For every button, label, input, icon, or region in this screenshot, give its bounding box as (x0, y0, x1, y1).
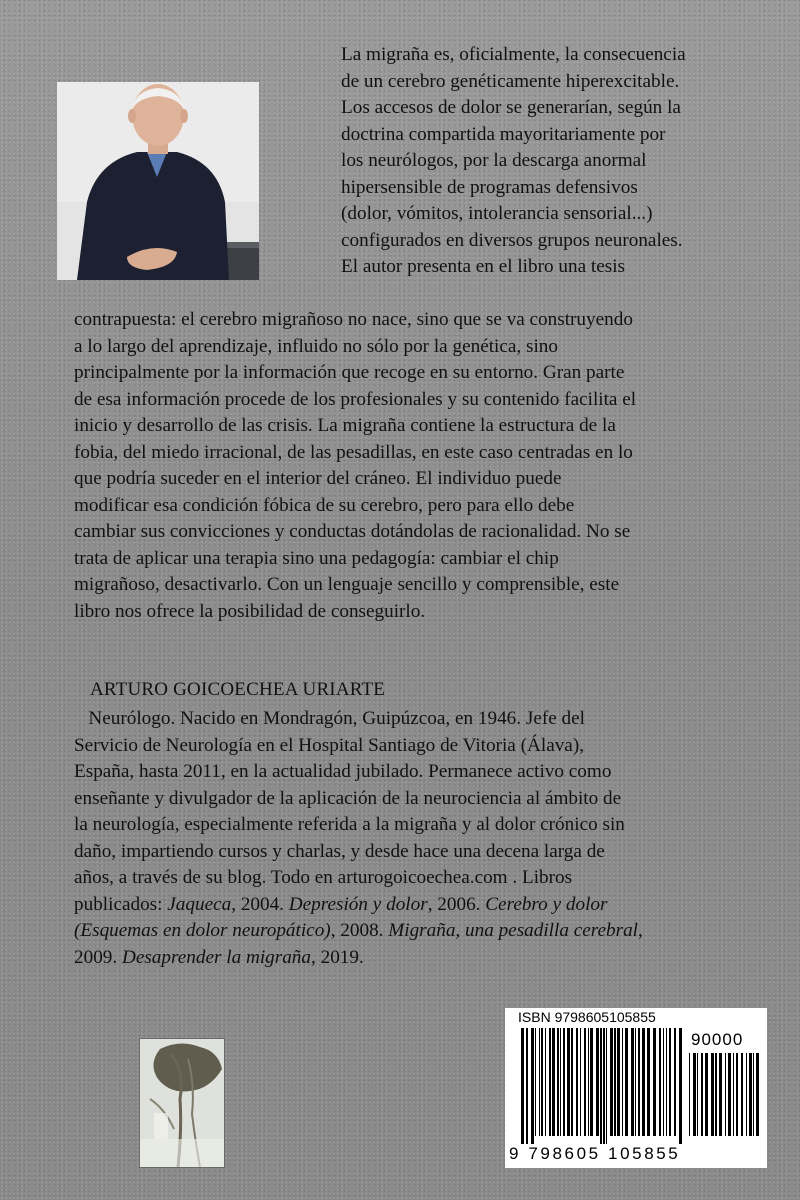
book-title: Cerebro y dolor (485, 893, 608, 915)
isbn-barcode (505, 1008, 767, 1168)
books-text: , 2008. (330, 920, 389, 941)
barcode-bar (659, 1028, 661, 1136)
barcode-bar (711, 1053, 714, 1136)
barcode-bar (526, 1028, 528, 1144)
books-text: publicados: (74, 893, 168, 915)
books-line (74, 918, 774, 945)
books-line (74, 945, 774, 972)
barcode-bar (719, 1053, 722, 1136)
barcode-bar (610, 1028, 613, 1136)
synopsis-line: principalmente por la información que recoge en su entorno. Gran parte (74, 362, 625, 383)
synopsis-line: contrapuesta: el cerebro migrañoso no nace, sino que se va construyendo (74, 309, 633, 330)
synopsis-line: modificar esa condición fóbica de su cerebro, pero para ello debe (74, 494, 575, 516)
author-name: ARTURO GOICOECHEA URIARTE (90, 679, 386, 700)
barcode-bar (521, 1028, 524, 1144)
synopsis-line: libro nos ofrece la posibilidad de conseguirlo. (74, 600, 426, 622)
synopsis-line: inicio y desarrollo de las crisis. La migraña contiene la estructura de la (74, 415, 616, 436)
barcode-bar (666, 1028, 667, 1136)
synopsis-line: que podría suceder en el interior del cráneo. El individuo puede (74, 468, 562, 489)
book-title: Desaprender la migraña (121, 946, 311, 968)
barcode-bar (756, 1053, 759, 1136)
barcode-bar (588, 1028, 589, 1136)
bio-line: enseñante y divulgador de la aplicación de la neurociencia al ámbito de (74, 787, 622, 809)
barcode-bar (531, 1028, 534, 1144)
barcode-bar (736, 1053, 738, 1136)
barcode-bar (603, 1028, 605, 1144)
synopsis-line: a lo largo del aprendizaje, influido no sólo por la genética, sino (74, 335, 558, 357)
barcode-bar (567, 1028, 570, 1136)
barcode-bar (642, 1028, 645, 1136)
synopsis-line: (dolor, vómitos, intolerancia sensorial...) (341, 203, 653, 224)
barcode-bar (697, 1053, 698, 1136)
books-text: , 2006. (427, 893, 486, 915)
bio-line: la neurología, especialmente referida a la migraña y al dolor crónico sin (74, 814, 625, 835)
barcode-bar (606, 1028, 607, 1144)
barcode-bar (746, 1053, 747, 1136)
synopsis-top (341, 42, 771, 281)
synopsis-line: trata de aplicar una terapia sino una pedagogía: cambiar el chip (74, 547, 559, 569)
synopsis-body (74, 307, 774, 625)
barcode-bar (535, 1028, 536, 1136)
barcode-bar (653, 1028, 656, 1136)
synopsis-line: hipersensible de programas defensivos (341, 176, 638, 198)
barcode-bar (580, 1028, 581, 1136)
barcode-bar (689, 1053, 690, 1136)
addon-barcode-bars (689, 1053, 759, 1144)
synopsis-line: fobia, del miedo irracional, de las pesadillas, en este caso centradas en lo (74, 441, 633, 463)
bio-line: daño, impartiendo cursos y charlas, y desde hace una decena larga de (74, 840, 605, 862)
barcode-bar (669, 1028, 671, 1136)
book-title: Migraña, una pesadilla cerebral (388, 920, 639, 941)
barcode-bar (625, 1028, 628, 1136)
books-text: , (638, 920, 643, 941)
barcode-bar (596, 1028, 599, 1136)
bio-line: Neurólogo. Nacido en Mondragón, Guipúzcoa, en 1946. Jefe del (74, 708, 585, 729)
barcode-bar (560, 1028, 561, 1136)
barcode-bar (600, 1028, 602, 1144)
price-code: 90000 (691, 1030, 744, 1049)
synopsis-line: El autor presenta en el libro una tesis (341, 256, 625, 277)
barcode-bar (679, 1028, 682, 1144)
book-title: Jaqueca (167, 893, 232, 915)
bio-line: años, a través de su blog. Todo en arturogoicoechea.com . Libros (74, 867, 573, 888)
barcode-bar (701, 1053, 703, 1136)
synopsis-line: de un cerebro genéticamente hiperexcitable. (341, 70, 680, 92)
author-photo (57, 82, 259, 280)
barcode-bar (549, 1028, 551, 1136)
barcode-bar (617, 1028, 620, 1136)
synopsis-line: configurados en diversos grupos neuronales. (341, 229, 683, 251)
barcode-bar (539, 1028, 540, 1136)
barcode-bar (563, 1028, 565, 1136)
barcode-bar (663, 1028, 664, 1136)
barcode-bar (571, 1028, 573, 1136)
barcode-bar (638, 1028, 640, 1136)
barcode-bar (715, 1053, 717, 1136)
barcode-bar (705, 1053, 708, 1136)
author-bio (74, 706, 774, 971)
barcode-bar (614, 1028, 616, 1136)
barcode-bar (728, 1053, 731, 1136)
synopsis-line: La migraña es, oficialmente, la consecuencia (341, 44, 686, 65)
synopsis-line: doctrina compartida mayoritariamente por (341, 123, 666, 145)
book-title: Depresión y dolor (288, 893, 428, 915)
barcode-bars (521, 1028, 685, 1144)
synopsis-line: cambiar sus convicciones y conductas dotándolas de racionalidad. No se (74, 521, 631, 542)
books-text: , 2019. (311, 946, 364, 968)
barcode-bar (635, 1028, 636, 1136)
barcode-bar (725, 1053, 726, 1136)
barcode-bar (545, 1028, 546, 1136)
bio-line: Servicio de Neurología en el Hospital Santiago de Vitoria (Álava), (74, 734, 585, 756)
synopsis-line: de esa información procede de los profesionales y su contenido facilita el (74, 388, 637, 410)
barcode-bar (584, 1028, 586, 1136)
barcode-bar (749, 1053, 752, 1136)
book-title: (Esquemas en dolor neuropático) (74, 920, 331, 941)
barcode-bar (674, 1028, 676, 1136)
barcode-bar (647, 1028, 650, 1136)
synopsis-line: migrañoso, desactivarlo. Con un lenguaje sencillo y comprensible, este (74, 574, 620, 595)
barcode-digits: 9 798605 105855 (509, 1144, 681, 1163)
barcode-bar (590, 1028, 593, 1136)
barcode-bar (693, 1053, 696, 1136)
barcode-bar (576, 1028, 578, 1136)
barcode-bar (733, 1053, 734, 1136)
barcode-bar (557, 1028, 559, 1136)
barcode-bar (753, 1053, 754, 1136)
bio-line: España, hasta 2011, en la actualidad jubilado. Permanece activo como (74, 761, 612, 782)
isbn-label: ISBN 9798605105855 (518, 1009, 656, 1025)
barcode-bar (552, 1028, 555, 1136)
publisher-logo (139, 1038, 225, 1168)
barcode-bar (741, 1053, 743, 1136)
books-text: , 2004. (231, 893, 289, 915)
barcode-bar (631, 1028, 634, 1136)
books-text: 2009. (74, 946, 122, 968)
books-line (74, 892, 774, 919)
barcode-bar (541, 1028, 543, 1136)
synopsis-line: Los accesos de dolor se generarían, según la (341, 97, 681, 118)
synopsis-line: los neurólogos, por la descarga anormal (341, 150, 647, 171)
barcode-bar (622, 1028, 623, 1136)
